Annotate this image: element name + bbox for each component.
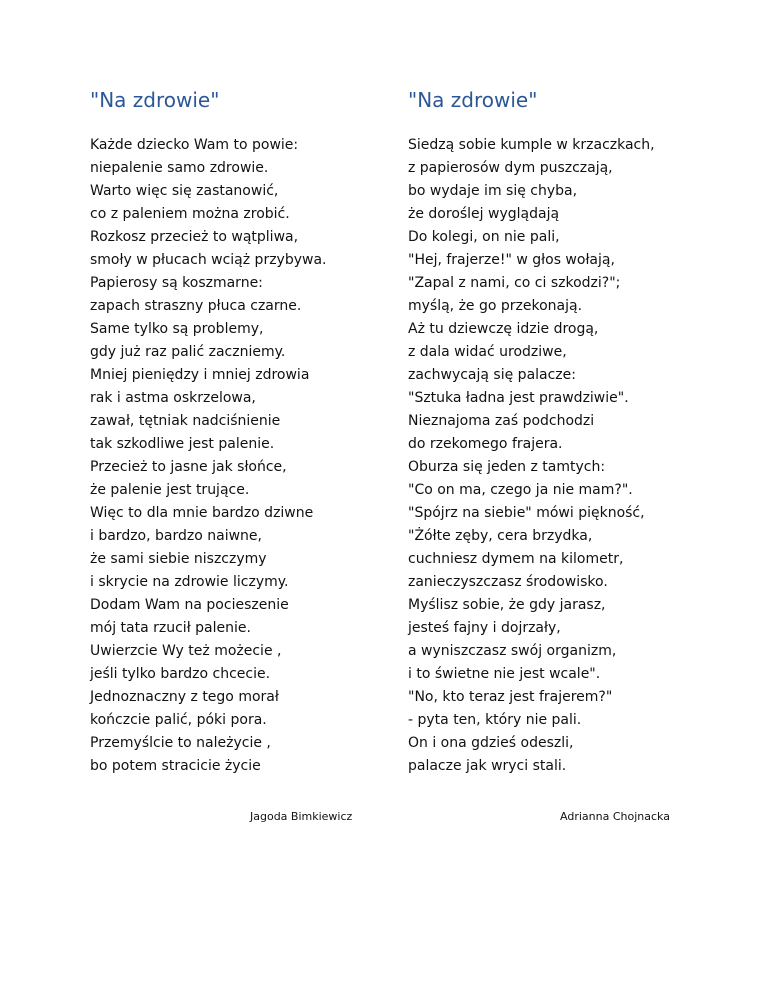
- poem-line: Więc to dla mnie bardzo dziwne: [90, 505, 314, 521]
- poem-line: Siedzą sobie kumple w krzaczkach,: [408, 137, 655, 153]
- poem-line: bo potem stracicie życie: [90, 758, 261, 774]
- poem-line: i bardzo, bardzo naiwne,: [90, 528, 262, 544]
- poem-line: Dodam Wam na pocieszenie: [90, 597, 289, 613]
- poem-line: Papierosy są koszmarne:: [90, 275, 263, 291]
- poem-line: zanieczyszczasz środowisko.: [408, 574, 608, 590]
- poem-line: jeśli tylko bardzo chcecie.: [90, 666, 271, 682]
- poem-line: jesteś fajny i dojrzały,: [408, 620, 561, 636]
- poem-left: [90, 84, 390, 774]
- poem-line: Każde dziecko Wam to powie:: [90, 137, 299, 153]
- poem-line: "No, kto teraz jest frajerem?": [408, 689, 613, 705]
- poem-line: Oburza się jeden z tamtych:: [408, 459, 606, 475]
- poem-line: "Co on ma, czego ja nie mam?".: [408, 482, 633, 498]
- poem-line: Uwierzcie Wy też możecie ,: [90, 643, 282, 659]
- poem-lines: [408, 134, 655, 778]
- poem-line: smoły w płucach wciąż przybywa.: [90, 252, 327, 268]
- poem-line: tak szkodliwe jest palenie.: [90, 436, 275, 452]
- poem-line: co z paleniem można zrobić.: [90, 206, 290, 222]
- poem-line: że palenie jest trujące.: [90, 482, 250, 498]
- poem-line: cuchniesz dymem na kilometr,: [408, 551, 624, 567]
- poem-line: Nieznajoma zaś podchodzi: [408, 413, 595, 429]
- poem-line: z papierosów dym puszczają,: [408, 160, 613, 176]
- poem-line: niepalenie samo zdrowie.: [90, 160, 269, 176]
- poem-lines: [90, 134, 327, 778]
- poem-line: myślą, że go przekonają.: [408, 298, 583, 314]
- poem-line: On i ona gdzieś odeszli,: [408, 735, 574, 751]
- poem-line: zachwycają się palacze:: [408, 367, 576, 383]
- poem-line: Rozkosz przecież to wątpliwa,: [90, 229, 299, 245]
- poem-line: zawał, tętniak nadciśnienie: [90, 413, 281, 429]
- poem-line: palacze jak wryci stali.: [408, 758, 567, 774]
- poem-line: do rzekomego frajera.: [408, 436, 563, 452]
- poem-line: "Hej, frajerze!" w głos wołają,: [408, 252, 615, 268]
- poem-line: Myślisz sobie, że gdy jarasz,: [408, 597, 606, 613]
- poem-right: [408, 84, 708, 774]
- poem-line: a wyniszczasz swój organizm,: [408, 643, 617, 659]
- poem-line: że doroślej wyglądają: [408, 206, 560, 222]
- poem-line: mój tata rzucił palenie.: [90, 620, 251, 636]
- poem-line: Warto więc się zastanowić,: [90, 183, 279, 199]
- poem-line: kończcie palić, póki pora.: [90, 712, 267, 728]
- poem-line: że sami siebie niszczymy: [90, 551, 267, 567]
- poem-line: bo wydaje im się chyba,: [408, 183, 578, 199]
- poem-line: rak i astma oskrzelowa,: [90, 390, 256, 406]
- poem-line: Przemyślcie to należycie ,: [90, 735, 271, 751]
- poem-line: "Spójrz na siebie" mówi piękność,: [408, 505, 645, 521]
- author-signature: Adrianna Chojnacka: [560, 810, 670, 823]
- poem-line: Jednoznaczny z tego morał: [90, 689, 279, 705]
- poem-line: "Sztuka ładna jest prawdziwie".: [408, 390, 629, 406]
- poem-line: Aż tu dziewczę idzie drogą,: [408, 321, 599, 337]
- poem-line: Przecież to jasne jak słońce,: [90, 459, 287, 475]
- poem-line: zapach straszny płuca czarne.: [90, 298, 302, 314]
- poem-line: z dala widać urodziwe,: [408, 344, 567, 360]
- author-signature: Jagoda Bimkiewicz: [250, 810, 353, 823]
- poem-line: Same tylko są problemy,: [90, 321, 264, 337]
- poem-line: "Żółte zęby, cera brzydka,: [408, 528, 593, 544]
- poem-line: Mniej pieniędzy i mniej zdrowia: [90, 367, 310, 383]
- poem-line: gdy już raz palić zaczniemy.: [90, 344, 286, 360]
- poem-line: i to świetne nie jest wcale".: [408, 666, 601, 682]
- poem-line: - pyta ten, który nie pali.: [408, 712, 582, 728]
- poem-line: i skrycie na zdrowie liczymy.: [90, 574, 289, 590]
- poem-line: Do kolegi, on nie pali,: [408, 229, 560, 245]
- poem-line: "Zapal z nami, co ci szkodzi?";: [408, 275, 621, 291]
- poem-title: "Na zdrowie": [90, 88, 220, 112]
- poem-title: "Na zdrowie": [408, 88, 538, 112]
